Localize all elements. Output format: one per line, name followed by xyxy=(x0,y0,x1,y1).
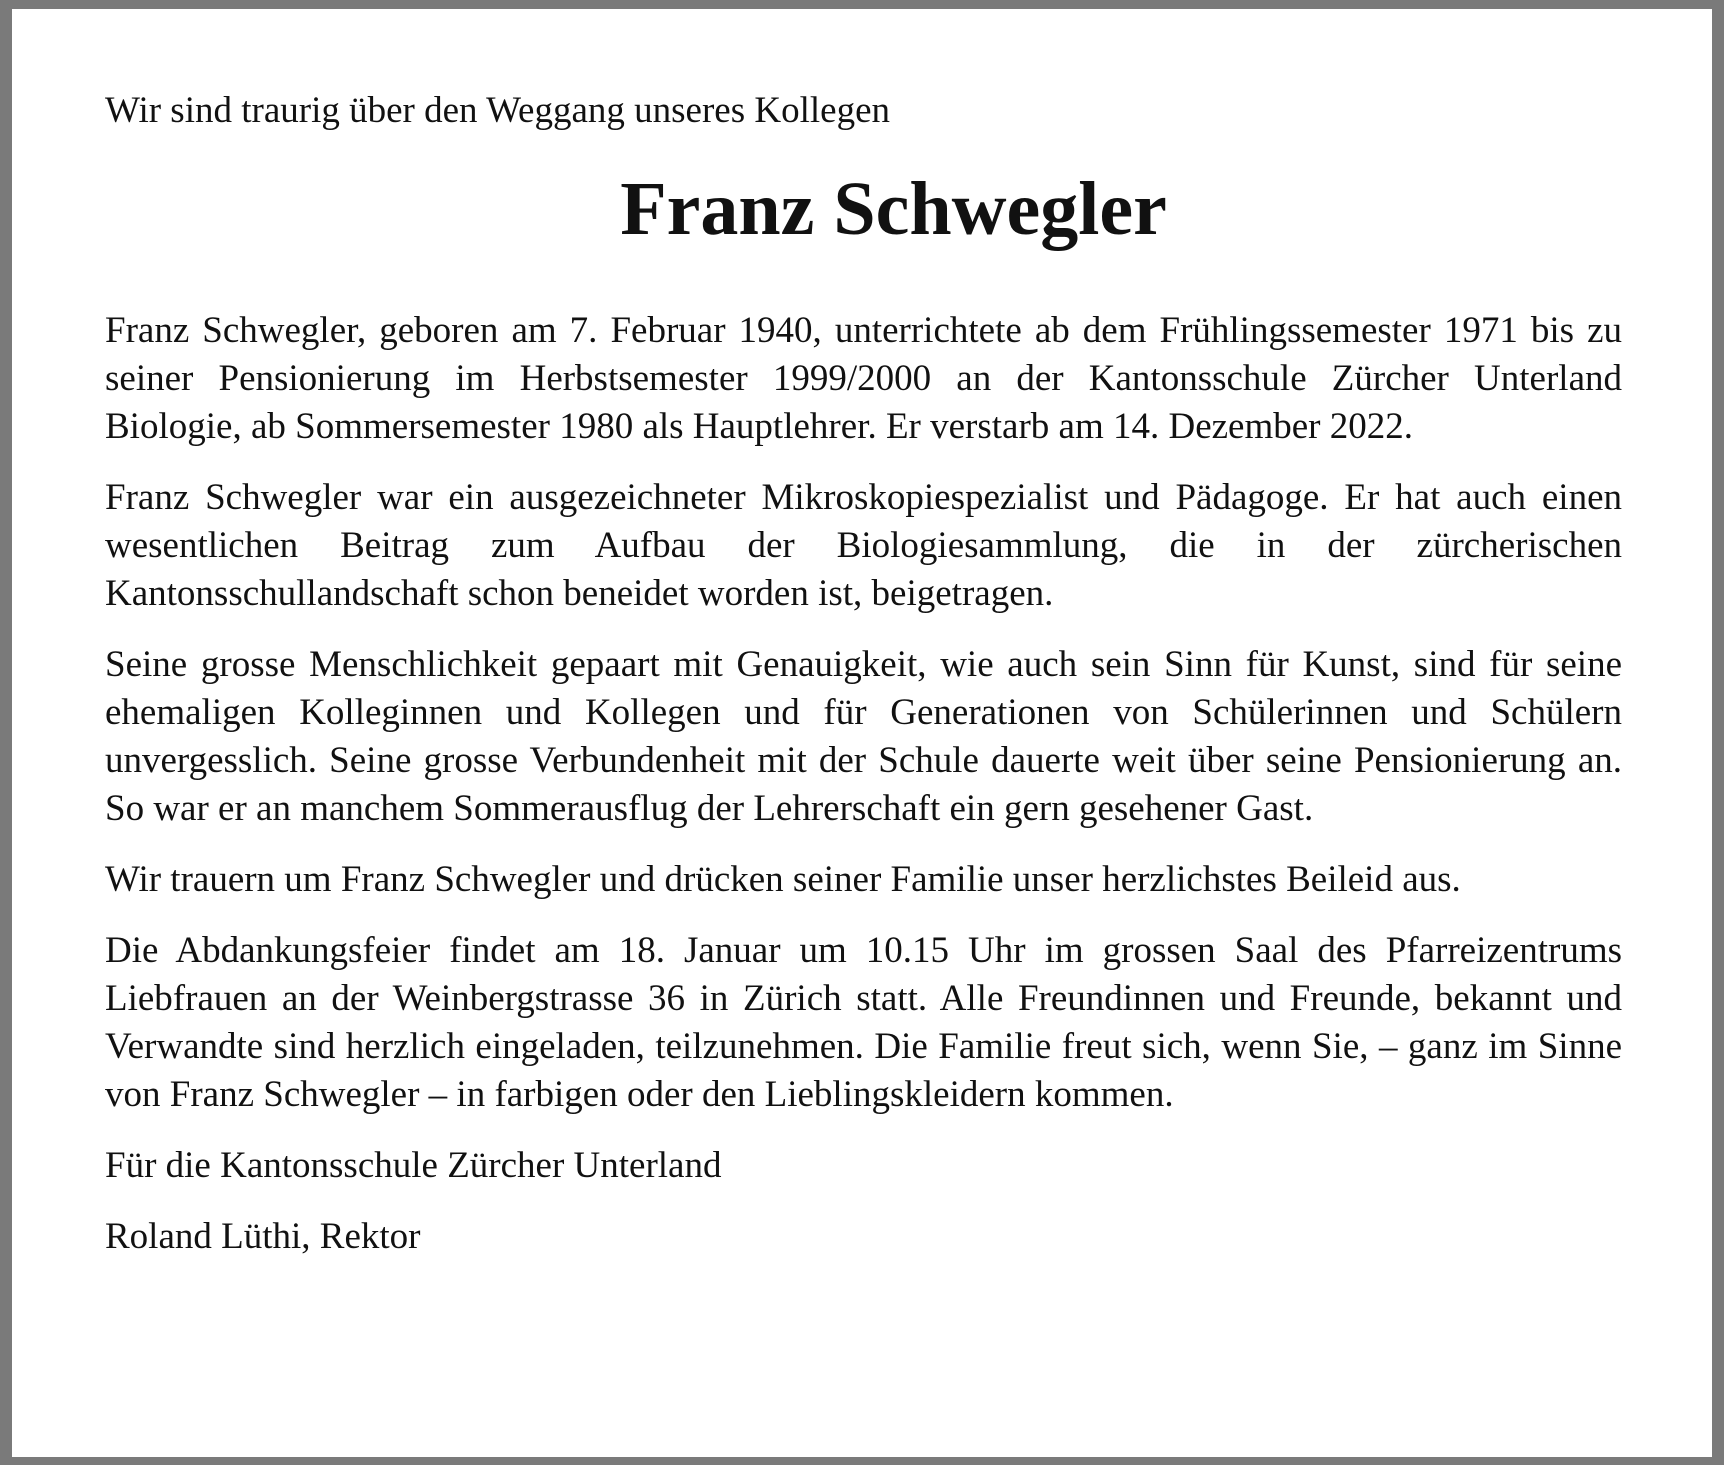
intro-line: Wir sind traurig über den Weggang unseres Kollegen xyxy=(105,90,890,131)
deceased-name-heading: Franz Schwegler xyxy=(620,167,1167,251)
notice-body xyxy=(105,307,1622,1261)
signature-signer: Roland Lüthi, Rektor xyxy=(105,1216,421,1257)
paragraph-condolences: Wir trauern um Franz Schwegler und drücken seiner Familie unser herzlichstes Beileid aus. xyxy=(105,859,1461,900)
obituary-notice xyxy=(12,9,1712,1457)
paragraph-expertise: Franz Schwegler war ein ausgezeichneter Mikroskopiespezialist und Pädagoge. Er hat auch einen wesentlichen Beitrag zum Aufbau der Biologiesammlung, die in der zürcherischen Kantonsschullandschaft schon beneidet worden ist, beigetragen. xyxy=(105,477,1622,614)
paragraph-character: Seine grosse Menschlichkeit gepaart mit Genauigkeit, wie auch sein Sinn für Kunst, sind für seine ehemaligen Kolleginnen und Kollegen und für Generationen von Schülerinnen und Schülern unvergesslich. Seine grosse Verbundenheit mit der Schule dauerte weit über seine Pensionierung an. So war er an manchem Sommerausflug der Lehrerschaft ein gern gesehener Gast. xyxy=(105,644,1622,829)
signature-institution: Für die Kantonsschule Zürcher Unterland xyxy=(105,1145,722,1186)
paragraph-biography: Franz Schwegler, geboren am 7. Februar 1940, unterrichtete ab dem Frühlingssemester 1971 bis zu seiner Pensionierung im Herbstsemester 1999/2000 an der Kantonsschule Zürcher Unterland Biologie, ab Sommersemester 1980 als Hauptlehrer. Er verstarb am 14. Dezember 2022. xyxy=(105,310,1622,447)
paragraph-funeral-details: Die Abdankungsfeier findet am 18. Januar um 10.15 Uhr im grossen Saal des Pfarreizentrums Liebfrauen an der Weinbergstrasse 36 in Zürich statt. Alle Freundinnen und Freunde, bekannt und Verwandte sind herzlich eingeladen, teilzunehmen. Die Familie freut sich, wenn Sie, – ganz im Sinne von Franz Schwegler – in farbigen oder den Lieblingskleidern kommen. xyxy=(105,930,1622,1115)
